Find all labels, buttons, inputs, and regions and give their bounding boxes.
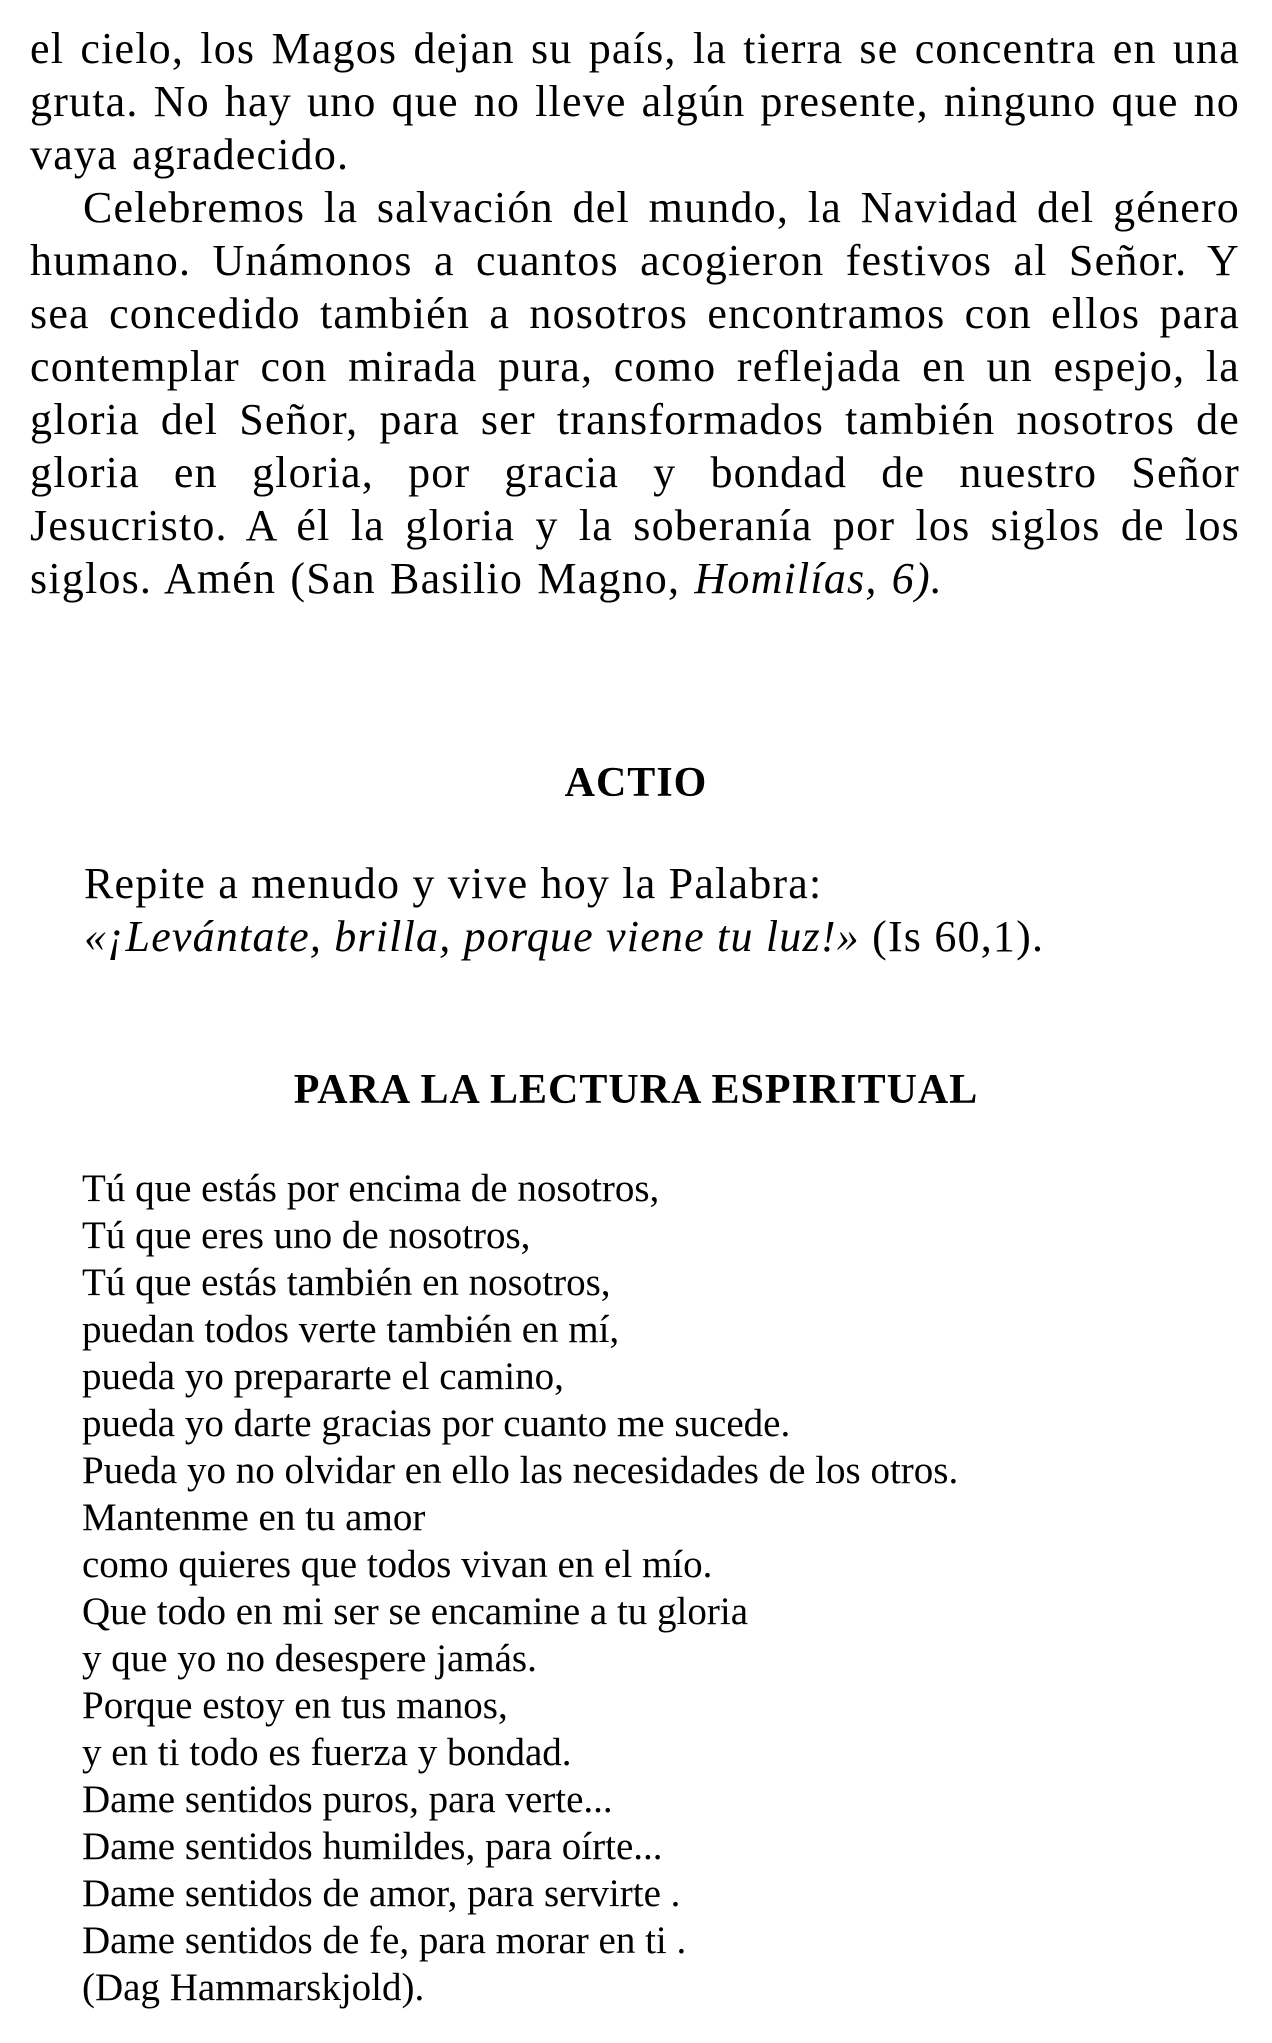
intro-text [30, 22, 1240, 605]
intro-paragraph-2-body: Celebremos la salvación del mundo, la Navidad del género humano. Unámonos a cuantos acogieron festivos al Señor. Y sea concedido también a nosotros encontramos con ellos para contemplar con mirada pura, como reflejada en un espejo, la gloria del Señor, para ser transformados también nosotros de gloria en gloria, por gracia y bondad de nuestro Señor Jesucristo. A él la gloria y la soberanía por los siglos de los siglos. Amén (San Basilio Magno, [30, 183, 1240, 603]
poem-line: y que yo no desespere jamás. [82, 1637, 537, 1680]
poem-line: Que todo en mi ser se encamine a tu gloria [82, 1590, 749, 1633]
poem-line: Dame sentidos de fe, para morar en ti . [82, 1919, 687, 1962]
poem-line: pueda yo prepararte el camino, [82, 1355, 564, 1398]
actio-reference: (Is 60,1). [872, 912, 1045, 961]
intro-paragraph-2 [30, 181, 1240, 605]
poem-line: Tú que estás también en nosotros, [82, 1261, 611, 1304]
poem-line: puedan todos verte también en mí, [82, 1308, 620, 1351]
poem-line: y en ti todo es fuerza y bondad. [82, 1731, 572, 1774]
poem-line: Porque estoy en tus manos, [82, 1684, 508, 1727]
poem-line: Mantenme en tu amor [82, 1496, 426, 1539]
intro-citation: Homilías, 6). [694, 554, 943, 603]
poem-line: Tú que estás por encima de nosotros, [82, 1167, 660, 1210]
lectura-heading: PARA LA LECTURA ESPIRITUAL [293, 1067, 979, 1113]
poem-line: Pueda yo no olvidar en ello las necesidades de los otros. [82, 1449, 959, 1492]
poem-line: Dame sentidos humildes, para oírte... [82, 1825, 663, 1868]
poem-line: pueda yo darte gracias por cuanto me sucede. [82, 1402, 791, 1445]
actio-block [84, 857, 1234, 963]
actio-instruction: Repite a menudo y vive hoy la Palabra: [84, 859, 823, 908]
poem-line: Dame sentidos puros, para verte... [82, 1778, 613, 1821]
poem [82, 1165, 1232, 2011]
intro-paragraph-1: el cielo, los Magos dejan su país, la tierra se concentra en una gruta. No hay uno que no lleve algún presente, ninguno que no vaya agradecido. [30, 24, 1240, 179]
actio-quote-line [84, 910, 1234, 963]
actio-quote: «¡Levántate, brilla, porque viene tu luz!» [84, 912, 860, 961]
poem-line: Tú que eres uno de nosotros, [82, 1214, 531, 1257]
poem-line: como quieres que todos vivan en el mío. [82, 1543, 713, 1586]
poem-attribution: (Dag Hammarskjold). [82, 1966, 425, 2009]
actio-heading: ACTIO [564, 760, 708, 806]
poem-line: Dame sentidos de amor, para servirte . [82, 1872, 681, 1915]
